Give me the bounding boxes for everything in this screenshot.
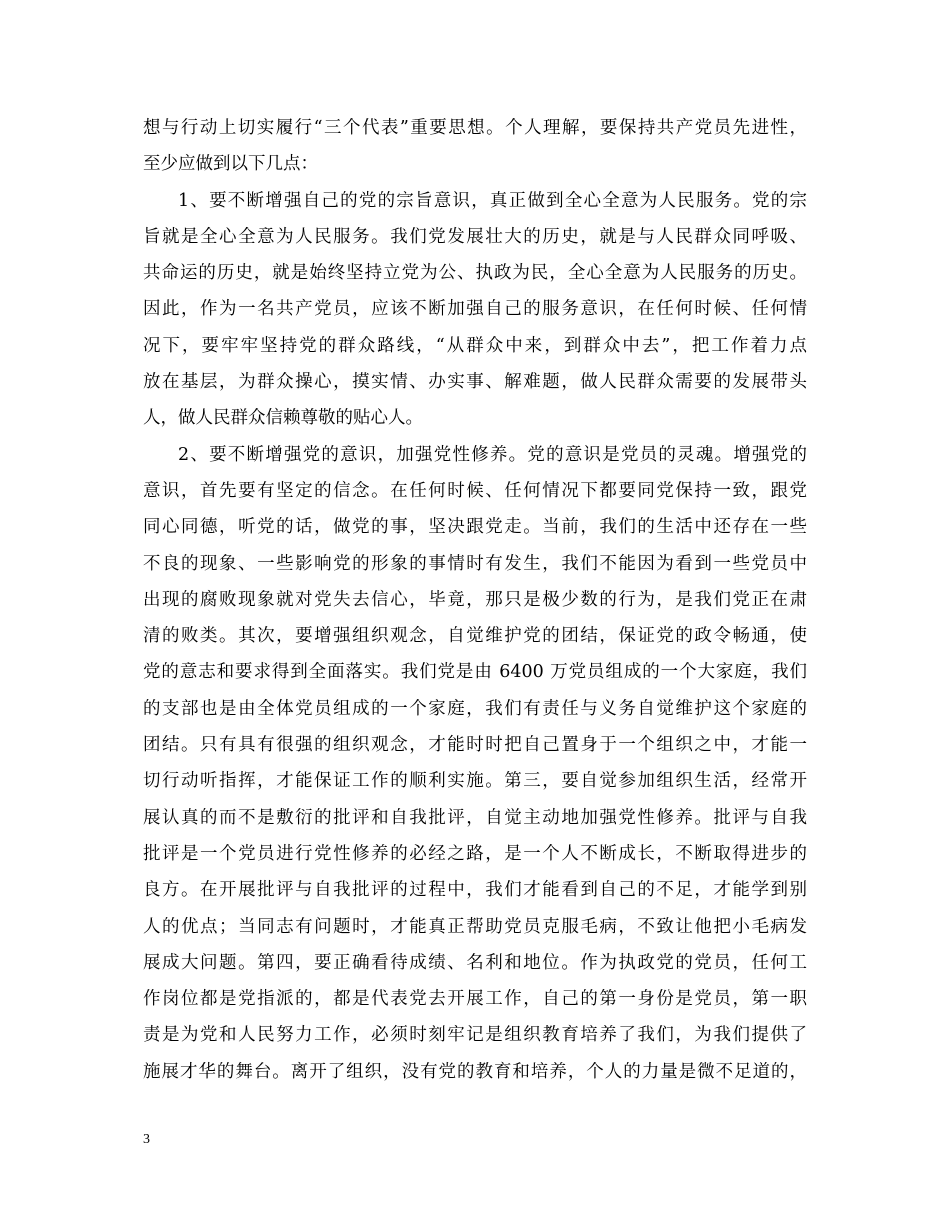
- text-line: 想与行动上切实履行“三个代表”重要思想。个人理解，要保持共产党员先进性，: [143, 118, 807, 138]
- text-line: 旨就是全心全意为人民服务。我们党发展壮大的历史，就是与人民群众同呼吸、: [143, 226, 807, 247]
- text-line: 放在基层，为群众操心，摸实情、办实事、解难题，做人民群众需要的发展带头: [143, 372, 807, 393]
- text-line: 意识，首先要有坚定的信念。在任何时候、任何情况下都要同党保持一致，跟党: [143, 480, 807, 501]
- page-number: 3: [143, 1132, 150, 1147]
- text-line: 施展才华的舞台。离开了组织，没有党的教育和培养，个人的力量是微不足道的，: [143, 1061, 807, 1082]
- text-line: 人的优点；当同志有问题时，才能真正帮助党员克服毛病，不致让他把小毛病发: [143, 916, 807, 937]
- text-line: 责是为党和人民努力工作，必须时刻牢记是组织教育培养了我们，为我们提供了: [143, 1025, 807, 1046]
- text-line: 2、要不断增强党的意识，加强党性修养。党的意识是党员的灵魂。增强党的: [178, 444, 807, 465]
- text-line: 展认真的而不是敷衍的批评和自我批评，自觉主动地加强党性修养。批评与自我: [143, 807, 807, 828]
- body-text: [143, 110, 807, 1090]
- text-line: 至少应做到以下几点：: [143, 154, 318, 175]
- text-line: 的支部也是由全体党员组成的一个家庭，我们有责任与义务自觉维护这个家庭的: [143, 698, 807, 719]
- text-line: 切行动听指挥，才能保证工作的顺利实施。第三，要自觉参加组织生活，经常开: [143, 771, 807, 792]
- text-line: 共命运的历史，就是始终坚持立党为公、执政为民，全心全意为人民服务的历史。: [143, 263, 807, 284]
- text-line: 同心同德，听党的话，做党的事，坚决跟党走。当前，我们的生活中还存在一些: [143, 517, 807, 538]
- text-line: 因此，作为一名共产党员，应该不断加强自己的服务意识，在任何时候、任何情: [143, 299, 807, 320]
- text-line: 1、要不断增强自己的党的宗旨意识，真正做到全心全意为人民服务。党的宗: [178, 190, 807, 211]
- text-line: 不良的现象、一些影响党的形象的事情时有发生，我们不能因为看到一些党员中: [143, 553, 807, 574]
- text-line: 批评是一个党员进行党性修养的必经之路，是一个人不断成长，不断取得进步的: [143, 843, 807, 864]
- text-line: 清的败类。其次，要增强组织观念，自觉维护党的团结，保证党的政令畅通，使: [143, 626, 807, 647]
- text-line: 况下，要牢牢坚持党的群众路线，“从群众中来，到群众中去”，把工作着力点: [143, 335, 807, 356]
- text-line: 团结。只有具有很强的组织观念，才能时时把自己置身于一个组织之中，才能一: [143, 735, 807, 756]
- text-line: 出现的腐败现象就对党失去信心，毕竟，那只是极少数的行为，是我们党正在肃: [143, 589, 807, 610]
- text-line: 展成大问题。第四，要正确看待成绩、名利和地位。作为执政党的党员，任何工: [143, 952, 807, 973]
- text-line: 作岗位都是党指派的，都是代表党去开展工作，自己的第一身份是党员，第一职: [143, 989, 807, 1010]
- text-line: 良方。在开展批评与自我批评的过程中，我们才能看到自己的不足，才能学到别: [143, 880, 807, 901]
- text-line: 党的意志和要求得到全面落实。我们党是由 6400 万党员组成的一个大家庭，我们: [143, 662, 807, 683]
- text-line: 人，做人民群众信赖尊敬的贴心人。: [143, 408, 423, 429]
